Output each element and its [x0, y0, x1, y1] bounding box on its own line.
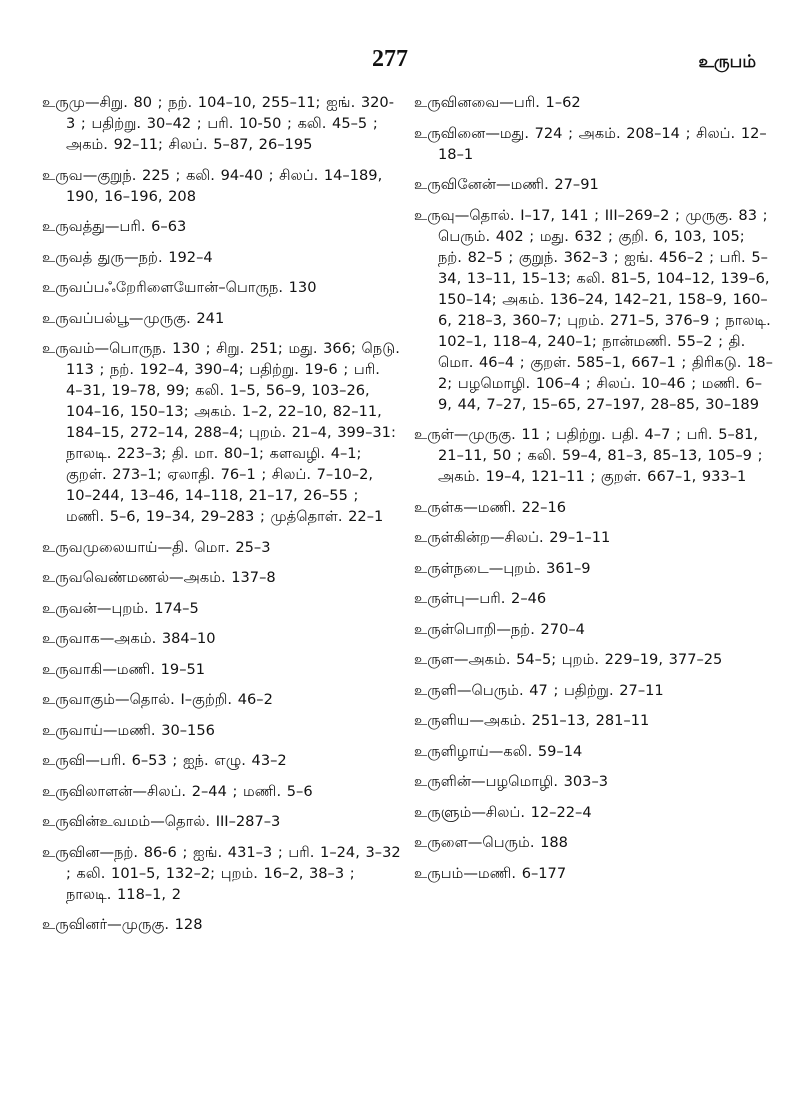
index-entry: உருளிழாய்—கலி. 59–14	[414, 742, 583, 760]
index-entry: உருவன்—புறம். 174–5	[42, 599, 199, 617]
index-entry: உருவமுலையாய்—தி. மொ. 25–3	[42, 538, 271, 556]
index-entry: உருவினை—மது. 724 ; அகம். 208–14 ; சிலப். 12–18–1	[414, 124, 767, 163]
index-entry: உருவின—நற். 86-6 ; ஐங். 431–3 ; பரி. 1–24, 3–32 ; கலி. 101–5, 132–2; புறம். 16–2, 38–3 ; நாலடி. 118–1, 2	[42, 843, 401, 903]
running-head: உருபம்	[698, 52, 756, 72]
index-entry: உருவத்து—பரி. 6–63	[42, 218, 187, 235]
page-number: 277	[372, 46, 408, 72]
index-entry: உருவப்பஃறேரிளையோன்–பொருந. 130	[42, 279, 317, 296]
index-entry: உருள்பொறி—நற். 270–4	[414, 620, 585, 638]
index-entry: உருவம்—பொருந. 130 ; சிறு. 251; மது. 366; நெடு. 113 ; நற். 192–4, 390–4; பதிற்று. 19-6 ; பரி. 4–31, 19–78, 99; கலி. 1–5, 56–9, 103–26, 104–16, 150–13; அகம். 1–2, 22–10, 82–11, 184–15, 272–14, 288–4; புறம். 21–4, 399–31: நாலடி. 223–3; தி. மா. 80–1; களவழி. 4–1; குறள். 273–1; ஏலாதி. 76–1 ; சிலப். 7–10–2, 10–244, 13–46, 14–118, 21–17, 26–55 ; மணி. 5–6, 19–34, 29–283 ; முத்தொள். 22–1	[42, 340, 400, 525]
index-entry: உருவினர்—முருகு. 128	[42, 916, 203, 933]
index-entry: உருபம்—மணி. 6–177	[414, 864, 567, 882]
index-entry: உருள—அகம். 54–5; புறம். 229–19, 377–25	[414, 651, 723, 668]
index-entry: உருவவெண்மணல்—அகம். 137–8	[42, 569, 276, 586]
index-entry: உருளிய—அகம். 251–13, 281–11	[414, 712, 650, 729]
index-entry: உருள்கின்ற—சிலப். 29–1–11	[414, 529, 611, 546]
index-entry: உருவி—பரி. 6–53 ; ஐந். எழு. 43–2	[42, 752, 287, 769]
index-entry: உருள்—முருகு. 11 ; பதிற்று. பதி. 4–7 ; பரி. 5–81, 21–11, 50 ; கலி. 59–4, 81–3, 85–13, 105–9 ; அகம். 19–4, 121–11 ; குறள். 667–1, 933–1	[414, 426, 763, 485]
left-column	[42, 92, 402, 945]
index-entry: உருவாய்—மணி. 30–156	[42, 721, 215, 739]
index-entry: உருளி—பெரும். 47 ; பதிற்று. 27–11	[414, 681, 664, 699]
index-entry: உருவினவை—பரி. 1–62	[414, 94, 581, 111]
index-entry: உருவு—தொல். I–17, 141 ; III–269–2 ; முருகு. 83 ; பெரும். 402 ; மது. 632 ; குறி. 6, 103, 105; நற். 82–5 ; குறுந். 362–3 ; ஐங். 456–2 ; பரி. 5–34, 13–11, 15–13; கலி. 81–5, 104–12, 139–6, 150–14; அகம். 136–24, 142–21, 158–9, 160–6, 218–3, 360–7; புறம். 271–5, 376–9 ; நாலடி. 102–1, 118–4, 240–1; நான்மணி. 55–2 ; தி. மொ. 46–4 ; குறள். 585–1, 667–1 ; திரிகடு. 18–2; பழமொழி. 106–4 ; சிலப். 10–46 ; மணி. 6–9, 44, 7–27, 15–65, 27–197, 28–85, 30–189	[414, 206, 773, 413]
index-entry: உருவாக—அகம். 384–10	[42, 630, 216, 647]
index-entry: உருவப்பல்பூ—முருகு. 241	[42, 309, 225, 327]
index-entry: உருவின்உவமம்—தொல். III–287–3	[42, 813, 281, 830]
index-entry: உருள்க—மணி. 22–16	[414, 498, 567, 516]
index-entry: உருவினேன்—மணி. 27–91	[414, 176, 599, 193]
index-entry: உருவாகி—மணி. 19–51	[42, 660, 206, 678]
index-entry: உருளும்—சிலப். 12–22–4	[414, 803, 592, 821]
index-entry: உருள்பு—பரி. 2–46	[414, 590, 547, 607]
right-column	[414, 92, 774, 893]
index-entry: உருவ—குறுந். 225 ; கலி. 94-40 ; சிலப். 14–189, 190, 16–196, 208	[42, 166, 383, 205]
index-entry: உருளை—பெரும். 188	[414, 834, 568, 851]
index-entry: உருமு—சிறு. 80 ; நற். 104–10, 255–11; ஐங். 320-3 ; பதிற்று. 30–42 ; பரி. 10-50 ; கலி. 45–5 ; அகம். 92–11; சிலப். 5–87, 26–195	[42, 94, 394, 153]
index-entry: உருள்நடை—புறம். 361–9	[414, 559, 591, 577]
index-entry: உருவிலாளன்—சிலப். 2–44 ; மணி. 5–6	[42, 782, 313, 800]
index-entry: உருவாகும்—தொல். I–குற்றி. 46–2	[42, 691, 273, 708]
index-entry: உருளின்—பழமொழி. 303–3	[414, 773, 609, 790]
index-entry: உருவத் துரு—நற். 192–4	[42, 248, 213, 266]
